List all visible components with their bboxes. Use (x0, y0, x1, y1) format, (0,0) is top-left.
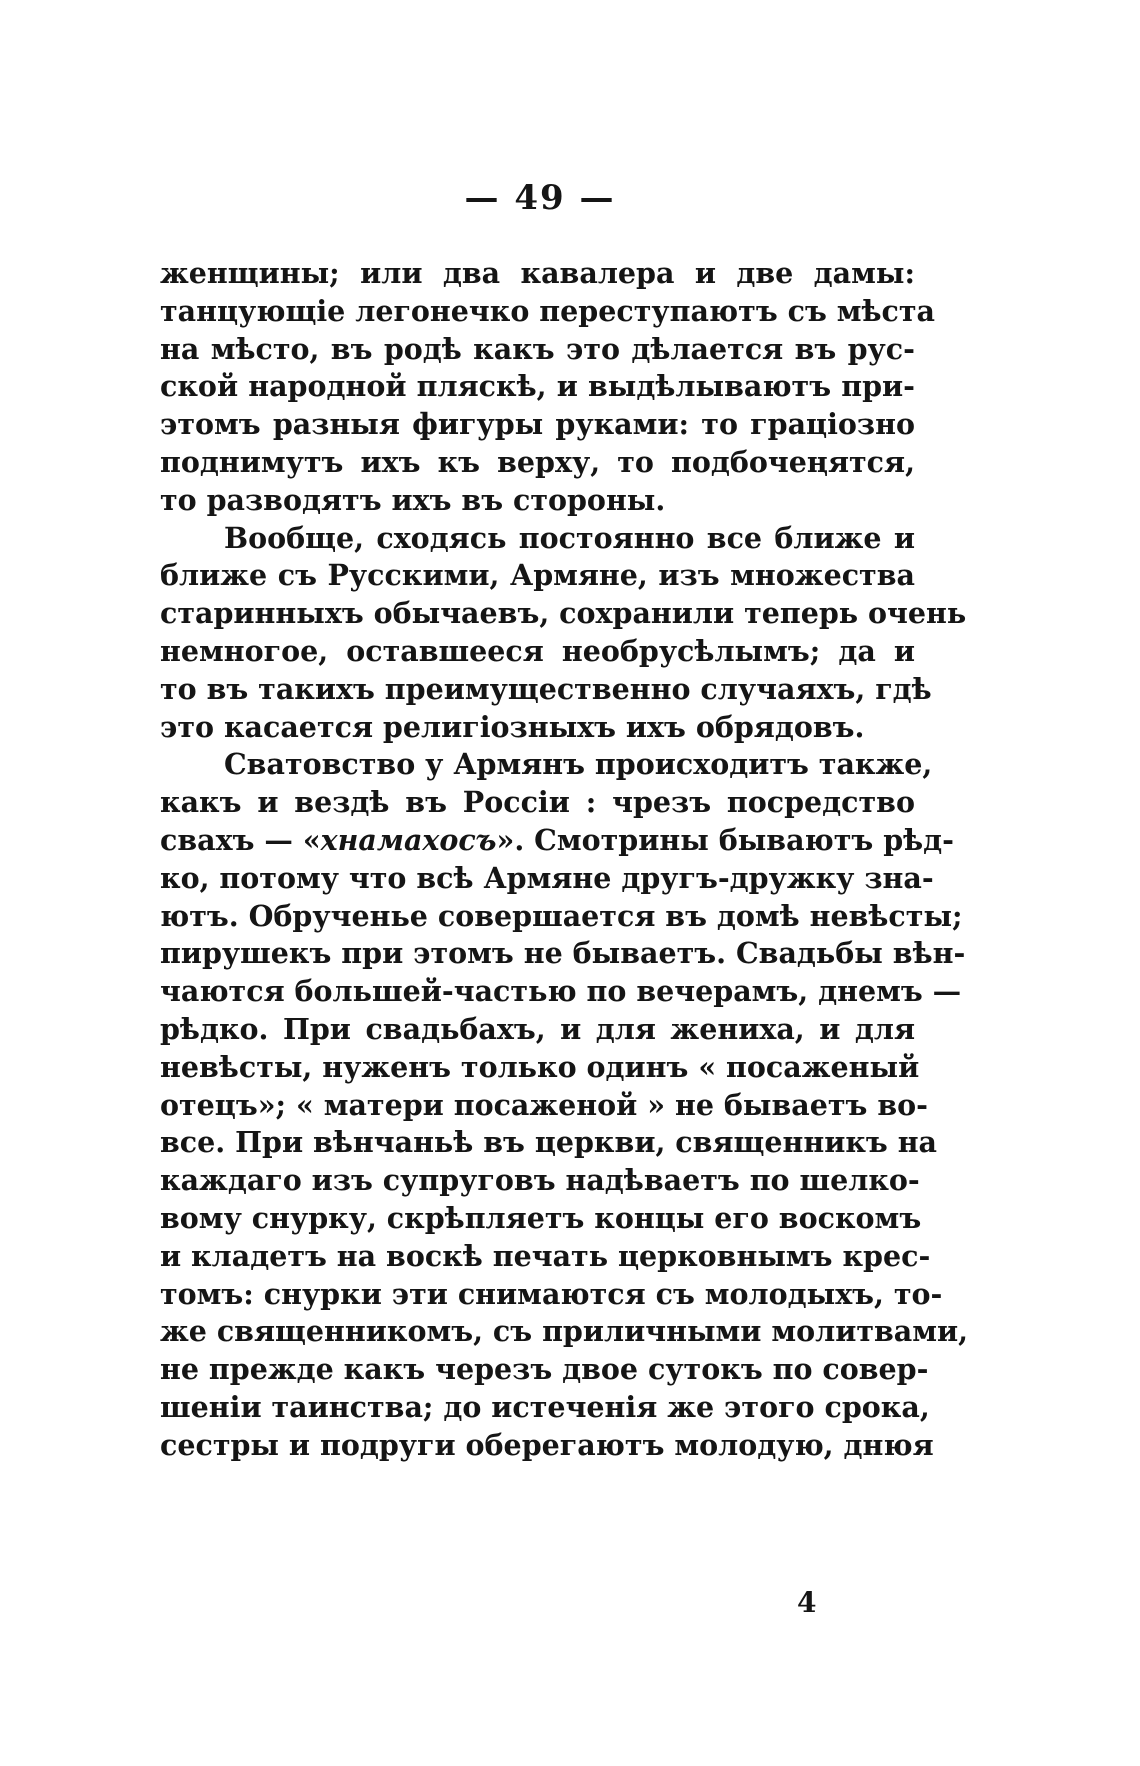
text-line: это касается религіозныхъ ихъ обрядовъ. (160, 709, 865, 744)
signature-mark: 4 (797, 1586, 817, 1619)
text-line: и кладетъ на воскѣ печать церковнымъ крес- (160, 1238, 931, 1273)
text-line: чаются большей-частью по вечерамъ, днемъ — (160, 974, 962, 1009)
text-line: шеніи таинства; до истеченія же этого срока, (160, 1389, 930, 1424)
text-line: ютъ. Обрученье совершается въ домѣ невѣсты; (160, 898, 963, 933)
text-line: поднимутъ ихъ къ верху, то подбочеңятся, (160, 444, 915, 479)
text-line: не прежде какъ черезъ двое сутокъ по совер- (160, 1352, 929, 1387)
text-line: этомъ разныя фигуры руками: то граціозно (160, 407, 915, 442)
text-line: то въ такихъ преимущественно случаяхъ, гдѣ (160, 671, 932, 706)
text-line: же священникомъ, съ приличными молитвами, (160, 1314, 969, 1349)
text-line: то разводятъ ихъ въ стороны. (160, 482, 666, 517)
text-line: невѣсты, нуженъ только одинъ « посаженый (160, 1049, 920, 1084)
text-line: все. При вѣнчаньѣ въ церкви, священникъ на (160, 1125, 938, 1160)
text-line: женщины; или два кавалера и две дамы: (160, 256, 915, 290)
text-line: вому снурку, скрѣпляетъ концы его воскомъ (160, 1200, 922, 1235)
text-line: танцующіе легонечко переступаютъ съ мѣста (160, 293, 936, 328)
text-line: ской народной пляскѣ, и выдѣлываютъ при- (160, 369, 915, 404)
text-line: на мѣсто, въ родѣ какъ это дѣлается въ рус- (160, 331, 915, 366)
text-line: немногое, оставшееся необрусѣлымъ; да и (160, 633, 915, 668)
text-line: какъ и вездѣ въ Россіи : чрезъ посредство (160, 785, 915, 820)
text-line (160, 822, 955, 860)
text-line: ко, потому что всѣ Армяне другъ-дружку зна- (160, 860, 934, 895)
text-line: сестры и подруги оберегаютъ молодую, днюя (160, 1427, 934, 1462)
italic-term: хнамахосъ (320, 822, 497, 857)
text-line: отецъ»; « матери посаженой » не бываетъ во- (160, 1087, 928, 1122)
text-line: ближе съ Русскими, Армяне, изъ множества (160, 558, 915, 593)
paragraph-start-line: Сватовство у Армянъ происходитъ также, (224, 747, 933, 782)
page-number: — 49 — (464, 178, 616, 218)
text-line: старинныхъ обычаевъ, сохранили теперь очень (160, 596, 967, 631)
paragraph-start-line: Вообще, сходясь постоянно все ближе и (224, 520, 915, 555)
text-segment: свахъ — « (160, 822, 321, 857)
body-text (160, 255, 969, 1465)
text-line: томъ: снурки эти снимаются съ молодыхъ, то- (160, 1276, 943, 1311)
text-line: пирушекъ при этомъ не бываетъ. Свадьбы вѣн- (160, 936, 966, 971)
text-segment: ». Смотрины бываютъ рѣд- (496, 822, 955, 857)
text-line: каждаго изъ супруговъ надѣваетъ по шелко- (160, 1163, 920, 1198)
text-line: рѣдко. При свадьбахъ, и для жениха, и для (160, 1011, 915, 1046)
